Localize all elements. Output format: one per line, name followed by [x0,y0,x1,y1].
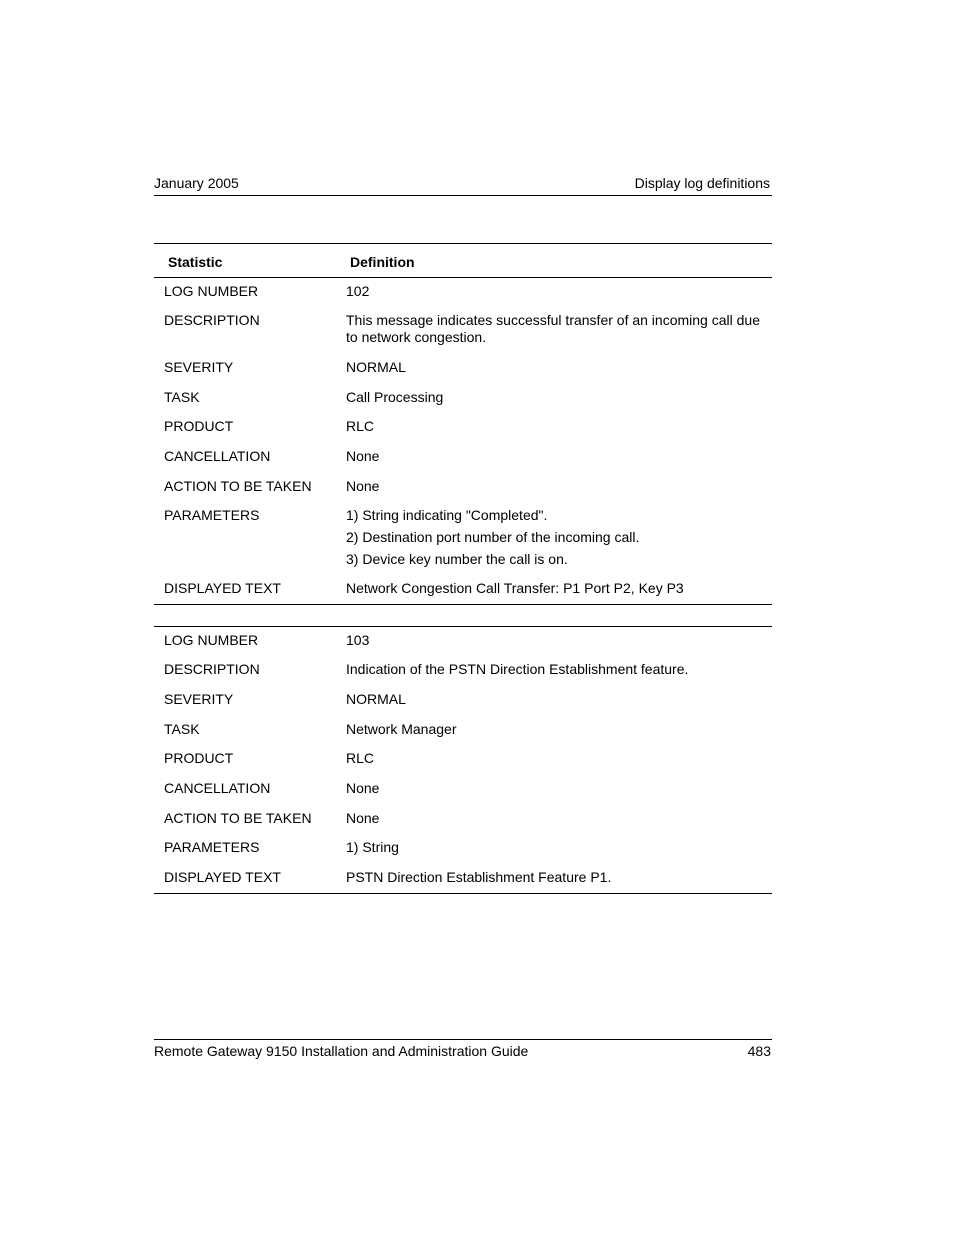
row-label: SEVERITY [164,359,234,375]
row-value: NORMAL [346,691,406,707]
row-value: Network Congestion Call Transfer: P1 Port P2, Key P3 [346,580,684,596]
row-label: TASK [164,721,200,737]
row-label: DISPLAYED TEXT [164,869,281,885]
row-value: 103 [346,632,370,648]
footer-document-title: Remote Gateway 9150 Installation and Administration Guide [154,1043,529,1059]
row-value: NORMAL [346,359,406,375]
row-label: PRODUCT [164,418,234,434]
parameter-item: 1) String [346,839,399,855]
column-header-definition: Definition [350,254,415,270]
row-value: Network Manager [346,721,457,737]
row-value-parameters [346,839,766,861]
row-label: CANCELLATION [164,448,271,464]
block-divider [154,626,772,627]
row-value: None [346,810,380,826]
row-label: DESCRIPTION [164,661,260,677]
row-label: LOG NUMBER [164,632,259,648]
page-number: 483 [747,1043,771,1059]
row-label: LOG NUMBER [164,283,259,299]
header-section-title: Display log definitions [634,175,770,191]
row-value: RLC [346,750,375,766]
row-value: Indication of the PSTN Direction Establishment feature. [346,661,689,677]
row-label: PARAMETERS [164,507,260,523]
parameter-item: 1) String indicating "Completed". [346,507,548,523]
row-value: PSTN Direction Establishment Feature P1. [346,869,612,885]
row-value: None [346,448,380,464]
row-value: This message indicates successful transfer of an incoming call due to network congestion. [346,312,760,345]
row-label: DESCRIPTION [164,312,260,328]
row-value-parameters [346,507,766,573]
column-header-statistic: Statistic [168,254,223,270]
parameter-item: 2) Destination port number of the incoming call. [346,529,640,545]
row-label: PARAMETERS [164,839,260,855]
row-value: None [346,478,380,494]
block-divider [154,604,772,605]
row-label: SEVERITY [164,691,234,707]
row-label: DISPLAYED TEXT [164,580,281,596]
row-label: PRODUCT [164,750,234,766]
table-bottom-rule [154,893,772,894]
row-value: Call Processing [346,389,444,405]
row-value: RLC [346,418,375,434]
page-footer [154,1039,772,1059]
table-header-row [154,243,772,278]
row-label: ACTION TO BE TAKEN [164,478,312,494]
row-label: TASK [164,389,200,405]
page-header [154,174,772,196]
row-label: ACTION TO BE TAKEN [164,810,312,826]
parameter-item: 3) Device key number the call is on. [346,551,568,567]
header-date: January 2005 [154,175,239,191]
row-value: None [346,780,380,796]
row-label: CANCELLATION [164,780,271,796]
row-value: 102 [346,283,370,299]
